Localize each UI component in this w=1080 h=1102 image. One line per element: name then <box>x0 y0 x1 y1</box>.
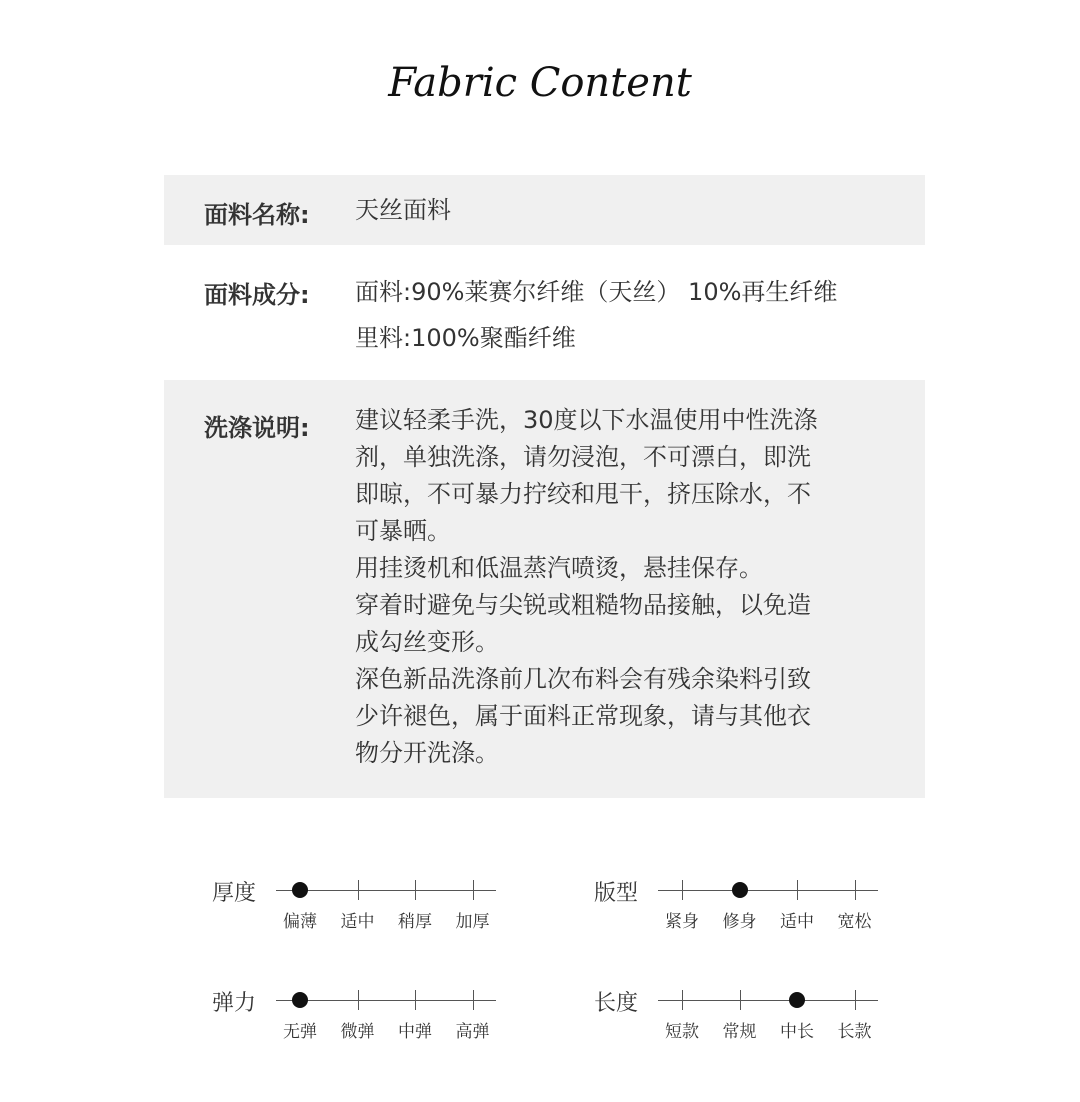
fit-label: 版型 <box>594 881 639 906</box>
scale-track <box>276 890 496 891</box>
scale-tick <box>797 880 798 900</box>
washing-instructions-value <box>355 402 875 772</box>
wash-line: 可暴晒。 <box>355 517 451 545</box>
scale-selected-dot <box>789 992 805 1008</box>
scale-track <box>276 1000 496 1001</box>
scale-option-label: 适中 <box>340 912 375 932</box>
scale-tick <box>358 880 359 900</box>
wash-line: 物分开洗涤。 <box>355 739 499 767</box>
wash-line: 深色新品洗涤前几次布料会有残余染料引致 <box>355 665 811 693</box>
scale-option-label: 稍厚 <box>398 912 432 932</box>
scale-tick <box>415 990 416 1010</box>
scale-tick <box>740 990 741 1010</box>
scale-track <box>658 1000 878 1001</box>
elasticity-label: 弹力 <box>212 991 257 1016</box>
wash-line: 成勾丝变形。 <box>355 628 499 656</box>
scale-tick <box>473 880 474 900</box>
scale-tick <box>855 990 856 1010</box>
scale-tick <box>682 990 683 1010</box>
composition-line: 面料:90%莱赛尔纤维（天丝） 10%再生纤维 <box>355 278 838 306</box>
scale-selected-dot <box>732 882 748 898</box>
scale-option-label: 长款 <box>837 1022 872 1042</box>
fabric-name-row <box>164 175 925 245</box>
fabric-composition-value <box>355 269 875 361</box>
scale-selected-dot <box>292 882 308 898</box>
scale-option-label: 宽松 <box>837 912 872 932</box>
wash-line: 即晾，不可暴力拧绞和甩干，挤压除水，不 <box>355 480 811 508</box>
scale-option-label: 常规 <box>722 1022 757 1042</box>
scale-option-label: 微弹 <box>340 1022 375 1042</box>
scale-tick <box>415 880 416 900</box>
scale-option-label: 适中 <box>780 912 814 932</box>
wash-line: 少许褪色，属于面料正常现象，请与其他衣 <box>355 702 811 730</box>
scale-tick <box>855 880 856 900</box>
scale-selected-dot <box>292 992 308 1008</box>
page-title: Fabric Content <box>388 60 692 106</box>
scale-option-label: 短款 <box>665 1022 699 1042</box>
scale-option-label: 中长 <box>780 1022 814 1042</box>
scale-track <box>658 890 878 891</box>
fabric-name-label: 面料名称: <box>204 201 310 229</box>
scale-option-label: 无弹 <box>283 1022 317 1042</box>
scale-tick <box>473 990 474 1010</box>
wash-line: 建议轻柔手洗，30度以下水温使用中性洗涤 <box>355 406 818 434</box>
washing-instructions-row <box>164 380 925 798</box>
scale-option-label: 高弹 <box>455 1022 490 1042</box>
composition-line: 里料:100%聚酯纤维 <box>355 324 576 352</box>
wash-line: 用挂烫机和低温蒸汽喷烫，悬挂保存。 <box>355 554 763 582</box>
fabric-composition-label: 面料成分: <box>204 281 310 309</box>
scale-option-label: 加厚 <box>455 912 490 932</box>
thickness-label: 厚度 <box>212 881 257 906</box>
scale-option-label: 中弹 <box>398 1022 432 1042</box>
scale-tick <box>358 990 359 1010</box>
wash-line: 穿着时避免与尖锐或粗糙物品接触，以免造 <box>355 591 811 619</box>
length-label: 长度 <box>594 991 639 1016</box>
scale-tick <box>682 880 683 900</box>
fabric-name-value <box>355 192 875 229</box>
wash-line: 剂，单独洗涤，请勿浸泡，不可漂白，即洗 <box>355 443 811 471</box>
washing-instructions-label: 洗涤说明: <box>204 414 310 442</box>
fabric-composition-row <box>164 255 925 370</box>
scale-option-label: 修身 <box>722 912 757 932</box>
fabric-name-text: 天丝面料 <box>355 196 451 224</box>
scale-option-label: 紧身 <box>665 912 699 932</box>
scale-option-label: 偏薄 <box>283 912 317 932</box>
